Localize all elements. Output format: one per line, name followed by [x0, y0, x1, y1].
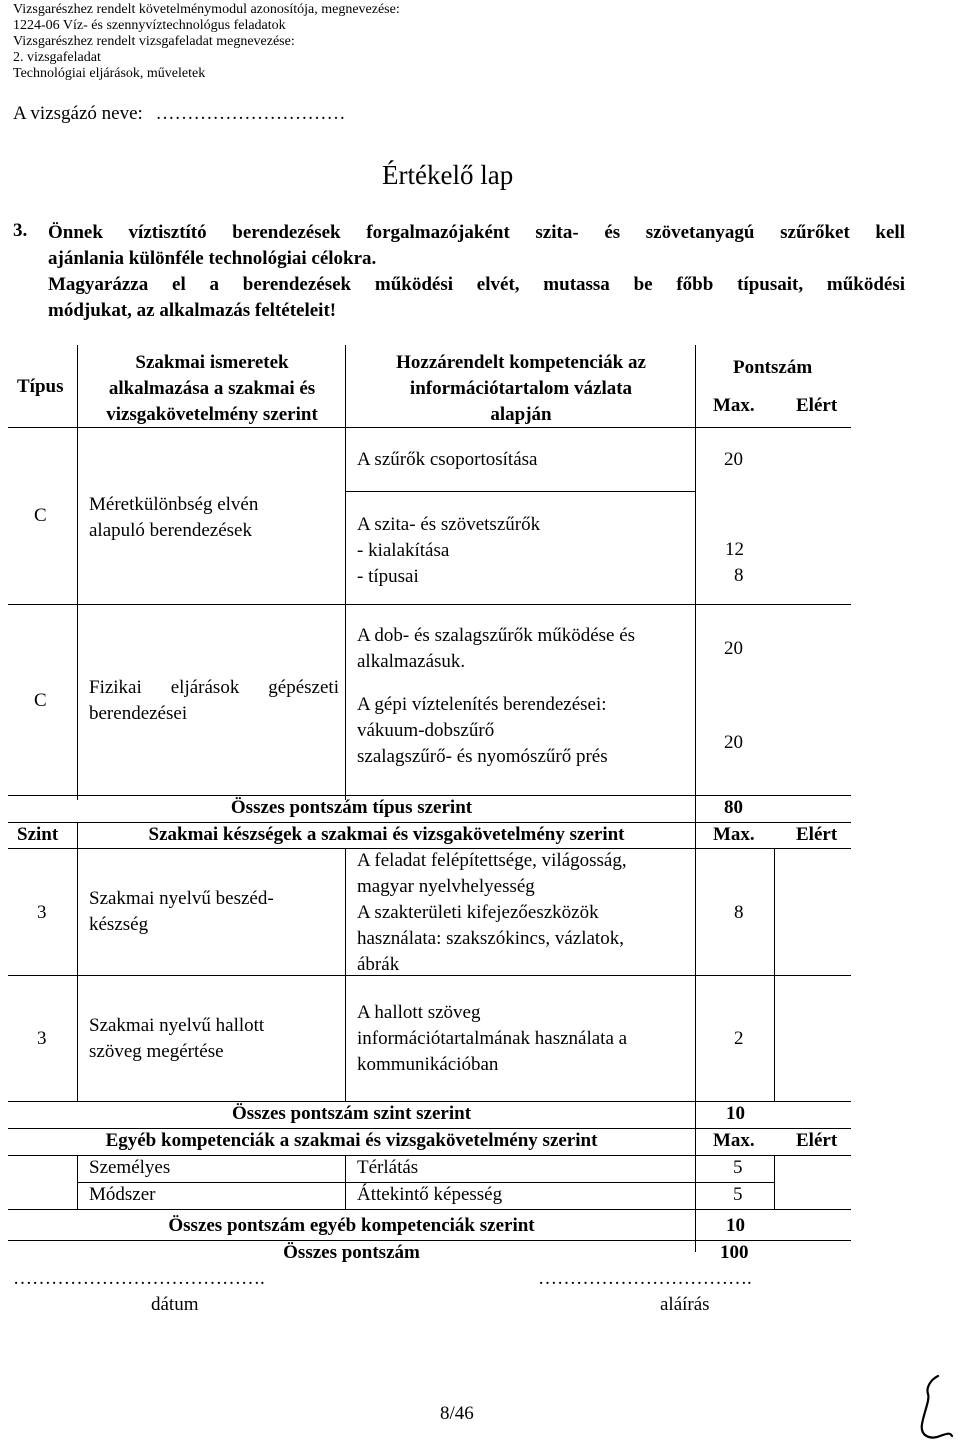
candidate-name-dots: ………………………… [155, 103, 346, 124]
other1-name: Térlátás [357, 1157, 419, 1178]
signature-label: aláírás [660, 1294, 710, 1315]
row2-competence-2-line: vákuum-dobszűrő [357, 720, 495, 741]
row1-competence-1: A szűrők csoportosítása [357, 449, 538, 470]
row2-description-line: Fizikai eljárások gépészeti [89, 677, 339, 698]
col-knowledge-header-line: vizsgakövetelmény szerint [106, 404, 318, 425]
skill1-description-line: készség [89, 914, 149, 935]
total-by-type-value: 80 [724, 797, 743, 818]
task-line-4: módjukat, az alkalmazás feltételeit! [48, 300, 337, 321]
skill2-description-line: szöveg megértése [89, 1041, 224, 1062]
row1-description-line: alapuló berendezések [89, 520, 252, 541]
other-title-header: Egyéb kompetenciák a szakmai és vizsgakövetelmény szerint [105, 1130, 598, 1151]
col-knowledge-header [79, 350, 345, 428]
row2-competence-2-max: 20 [724, 732, 743, 753]
task-line-2: ajánlania különféle technológiai célokra. [48, 248, 377, 269]
row1-description-line: Méretkülönbség elvén [89, 494, 259, 515]
skill1-competence-line: magyar nyelvhelyesség [357, 876, 535, 897]
total-other-value: 10 [726, 1215, 745, 1236]
total-by-level-label: Összes pontszám szint szerint [231, 1103, 472, 1124]
row1-competence-2 [357, 512, 540, 590]
total-by-type-label: Összes pontszám típus szerint [230, 797, 473, 818]
skill2-description-line: Szakmai nyelvű hallott [89, 1015, 265, 1036]
other1-category: Személyes [89, 1157, 171, 1178]
col-knowledge-header-line: alkalmazása a szakmai és [108, 378, 316, 399]
skill1-competence-line: ábrák [357, 954, 400, 975]
task-line-3: Magyarázza el a berendezések működési elvét, mutassa be főbb típusait, működési [48, 274, 905, 295]
row2-description [89, 675, 339, 727]
skills-max-header: Max. [713, 824, 755, 845]
skill1-competence [357, 848, 627, 978]
col-competence-header-line: Hozzárendelt kompetenciák az [396, 352, 646, 373]
header-task-name: Technológiai eljárások, műveletek [13, 66, 206, 81]
row2-competence-2-line: A gépi víztelenítés berendezései: [357, 694, 607, 715]
col-type-header: Típus [17, 376, 64, 397]
total-all-label: Összes pontszám [283, 1242, 420, 1263]
task-line-1: Önnek víztisztító berendezések forgalmazójaként szita- és szövetanyagú szűrőket kell [48, 222, 905, 243]
skill1-competence-line: használata: szakszókincs, vázlatok, [357, 928, 624, 949]
row1-competence-2-max-a: 12 [725, 539, 744, 560]
col-achieved-header: Elért [796, 395, 838, 416]
row1-type: C [34, 505, 47, 526]
other-achieved-header: Elért [796, 1130, 838, 1151]
col-max-header: Max. [713, 395, 755, 416]
row2-competence-1-max: 20 [724, 638, 743, 659]
header-task-label: Vizsgarészhez rendelt vizsgafeladat megnevezése: [13, 34, 295, 49]
other1-max: 5 [733, 1157, 743, 1178]
row1-description [89, 492, 258, 544]
skill2-competence-line: információtartalmának használata a [357, 1028, 628, 1049]
row1-competence-1-max: 20 [724, 449, 743, 470]
skill1-level: 3 [37, 902, 47, 923]
signature-dots: ……………………………. [538, 1268, 752, 1289]
col-points-header: Pontszám [733, 357, 813, 378]
skill2-max: 2 [734, 1028, 744, 1049]
skill2-level: 3 [37, 1028, 47, 1049]
header-module-name: 1224-06 Víz- és szennyvíztechnológus feladatok [13, 18, 286, 33]
page-title: Értékelő lap [382, 160, 514, 190]
date-label: dátum [151, 1294, 199, 1315]
date-dots: …………………………………. [13, 1268, 265, 1289]
page-number: 8/46 [440, 1403, 474, 1424]
skill1-competence-line: A feladat felépítettsége, világosság, [357, 850, 627, 871]
col-knowledge-header-line: Szakmai ismeretek [135, 352, 289, 373]
row2-competence-1 [357, 623, 635, 675]
skill2-competence-line: A hallott szöveg [357, 1002, 481, 1023]
other2-category: Módszer [89, 1184, 156, 1205]
col-competence-header-line: alapján [490, 404, 552, 425]
candidate-name-row [13, 103, 346, 125]
row2-competence-1-line: alkalmazásuk. [357, 651, 466, 672]
col-competence-header [347, 350, 695, 428]
skill2-competence [357, 1000, 627, 1078]
row1-competence-2-line: - kialakítása [357, 540, 450, 561]
skills-level-header: Szint [17, 824, 59, 845]
total-other-label: Összes pontszám egyéb kompetenciák szerint [168, 1215, 535, 1236]
skill2-description [89, 1013, 264, 1065]
total-by-level-value: 10 [726, 1103, 745, 1124]
row1-competence-2-line: - típusai [357, 566, 419, 587]
skill1-competence-line: A szakterületi kifejezőeszközök [357, 902, 599, 923]
handwritten-initial-mark [916, 1370, 956, 1444]
col-competence-header-line: információtartalom vázlata [409, 378, 633, 399]
row1-competence-2-max-b: 8 [734, 565, 744, 586]
row1-competence-2-line: A szita- és szövetszűrők [357, 514, 541, 535]
other2-max: 5 [733, 1184, 743, 1205]
skill1-description [89, 886, 274, 938]
other-max-header: Max. [713, 1130, 755, 1151]
skill1-description-line: Szakmai nyelvű beszéd- [89, 888, 274, 909]
task-text [48, 220, 905, 324]
skills-achieved-header: Elért [796, 824, 838, 845]
task-number: 3. [13, 220, 28, 241]
other2-name: Áttekintő képesség [357, 1184, 503, 1205]
header-task-number: 2. vizsgafeladat [13, 50, 101, 65]
skill1-max: 8 [734, 902, 744, 923]
skill2-competence-line: kommunikációban [357, 1054, 499, 1075]
candidate-name-label: A vizsgázó neve: [13, 103, 143, 124]
total-all-value: 100 [720, 1242, 749, 1263]
row2-competence-2 [357, 692, 608, 770]
header-module-label: Vizsgarészhez rendelt követelménymodul azonosítója, megnevezése: [13, 2, 400, 17]
row2-description-line: berendezései [89, 703, 188, 724]
row2-competence-1-line: A dob- és szalagszűrők működése és [357, 625, 636, 646]
row2-competence-2-line: szalagszűrő- és nyomószűrő prés [357, 746, 608, 767]
skills-title-header: Szakmai készségek a szakmai és vizsgakövetelmény szerint [148, 824, 625, 845]
row2-type: C [34, 690, 47, 711]
